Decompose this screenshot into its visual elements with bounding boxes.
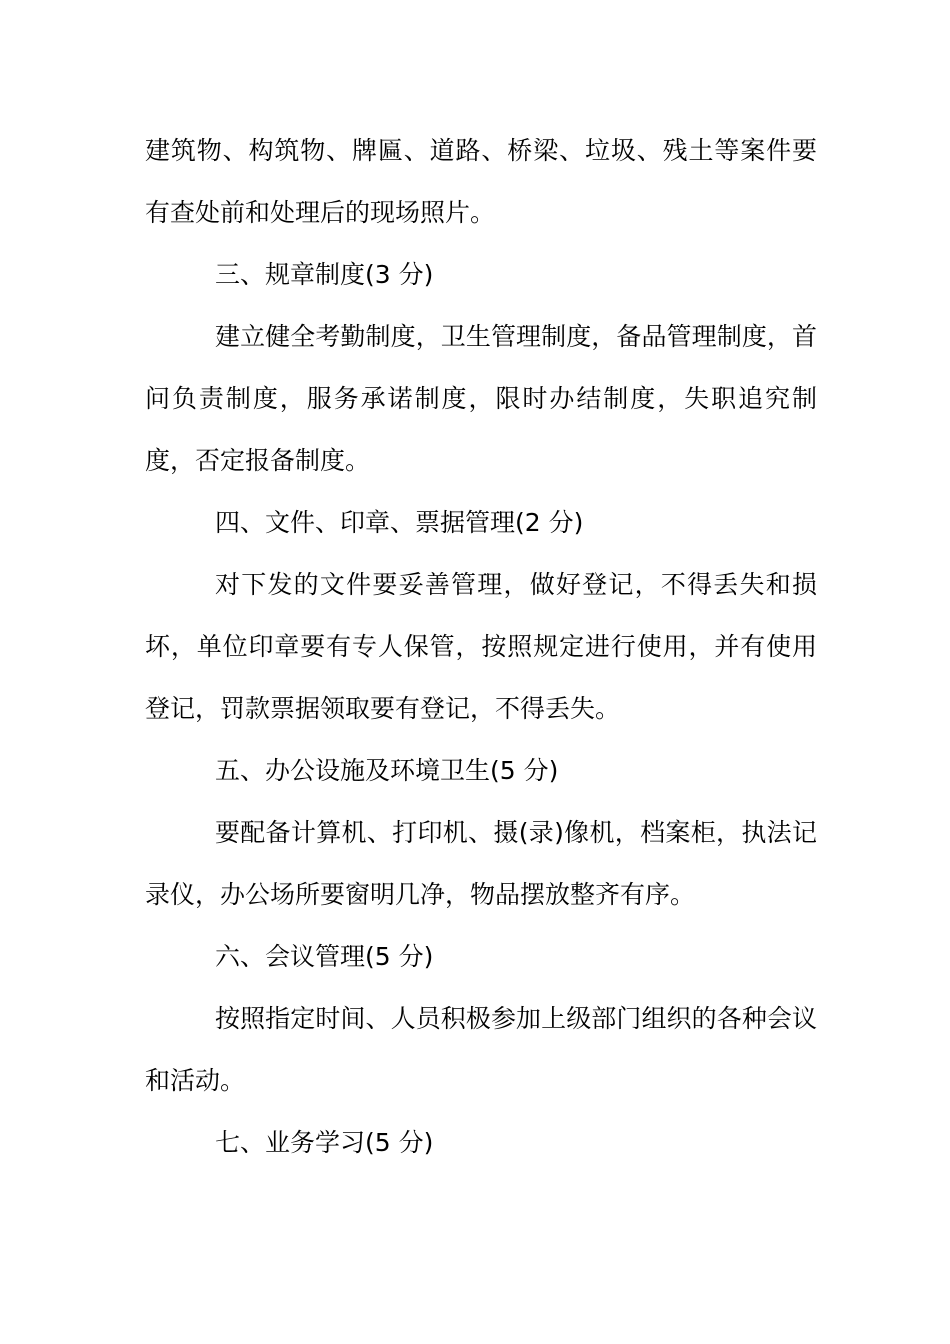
body-paragraph-case-photos: 建筑物、构筑物、牌匾、道路、桥梁、垃圾、残土等案件要有查处前和处理后的现场照片。 [145,136,817,227]
body-paragraph-office-facilities: 要配备计算机、打印机、摄(录)像机，档案柜，执法记录仪，办公场所要窗明几净，物品摆放整齐有序。 [145,818,817,909]
document-page [145,120,817,1174]
body-paragraph-documents-seals: 对下发的文件要妥善管理，做好登记，不得丢失和损坏，单位印章要有专人保管，按照规定进行使用，并有使用登记，罚款票据领取要有登记，不得丢失。 [145,570,817,723]
section-heading-documents-seals: 四、文件、印章、票据管理(2 分) [215,508,584,537]
section-heading-study: 七、业务学习(5 分) [215,1128,434,1157]
section-heading-meetings: 六、会议管理(5 分) [215,942,434,971]
body-paragraph-regulations: 建立健全考勤制度，卫生管理制度，备品管理制度，首问负责制度，服务承诺制度，限时办结制度，失职追究制度，否定报备制度。 [145,322,817,475]
section-heading-office-facilities: 五、办公设施及环境卫生(5 分) [215,756,559,785]
body-paragraph-meetings: 按照指定时间、人员积极参加上级部门组织的各种会议和活动。 [145,1004,817,1095]
section-heading-regulations: 三、规章制度(3 分) [215,260,434,289]
